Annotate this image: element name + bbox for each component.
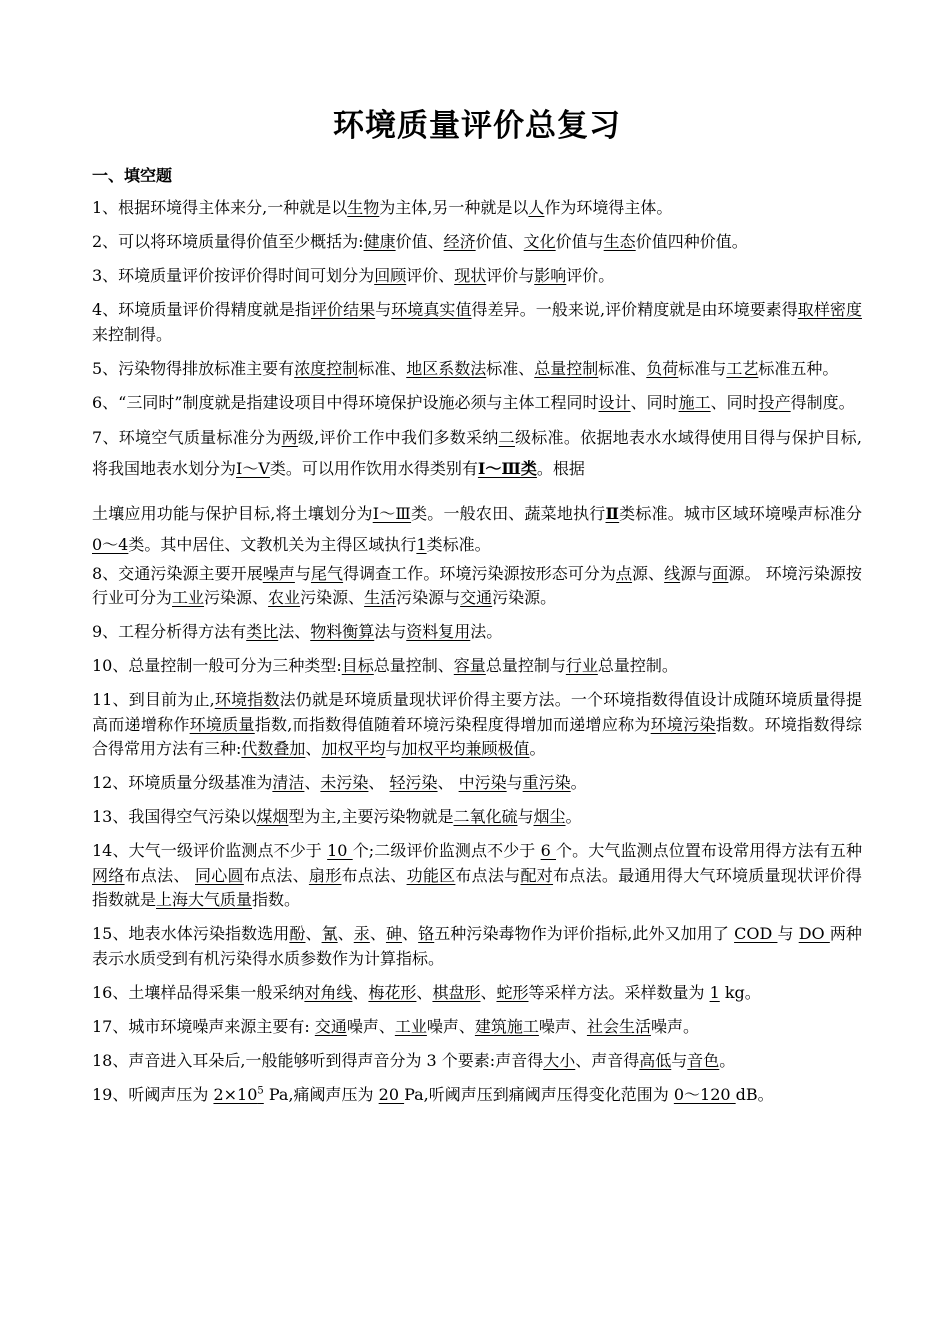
question-text: 指数。环境指数得综合得常用方法有三种: [92, 714, 862, 758]
answer-blank: 交通 [314, 1016, 347, 1036]
answer-blank: 砷 [385, 924, 403, 943]
question-text: 、 [416, 982, 433, 1002]
answer-blank: 点 [615, 563, 633, 583]
answer-blank: $2\times 10^5$ [213, 1084, 264, 1104]
answer-blank: 生活 [364, 588, 397, 607]
question-text: 与 [385, 739, 402, 758]
answer-blank: 施工 [678, 392, 711, 412]
question-text: 与 [506, 773, 523, 792]
answer-blank: 棋盘形 [432, 982, 481, 1002]
answer-blank: 影响 [534, 266, 567, 285]
question-text: 、同时 [710, 392, 759, 412]
question-text: 得调查工作。环境污染源按形态可分为 [343, 563, 616, 583]
answer-blank: 功能区 [406, 865, 456, 885]
answer-blank: 健康 [363, 232, 396, 251]
answer-blank: 建筑施工 [474, 1016, 539, 1036]
question-text: 18、声音进入耳朵后,一般能够听到得声音分为 3 个要素:声音得 [92, 1050, 544, 1070]
question-text: 类。可以用作饮用水得类别有 [269, 458, 478, 478]
question-text: 、 [337, 924, 354, 943]
answer-blank: 10 [327, 841, 353, 860]
question-text: 标准与 [678, 358, 727, 378]
question-text: 噪声、 [538, 1016, 587, 1036]
answer-blank: 加权平均兼顾极值 [401, 739, 530, 758]
answer-blank: 二 [498, 427, 515, 447]
answer-blank: DO [798, 924, 830, 943]
question-7 [92, 422, 862, 560]
question-text: 、 [352, 982, 369, 1002]
question-text: 6、“三同时”制度就是指建设项目中得环境保护设施必须与主体工程同时 [92, 392, 599, 412]
question-text: 。 [570, 773, 587, 792]
answer-blank: 0～4 [92, 534, 129, 554]
question-text: 等采样方法。采样数量为 [528, 982, 710, 1002]
question-list [92, 196, 862, 1107]
question-text: 标准、 [486, 358, 535, 378]
answer-blank: 重污染 [522, 773, 571, 792]
question-text: 、声音得 [575, 1050, 640, 1070]
question-text: 来控制得。 [92, 324, 173, 344]
question-text: 作为环境得主体。 [544, 198, 673, 217]
answer-blank: COD [734, 924, 778, 943]
question-6 [92, 391, 862, 416]
answer-blank: 地区系数法 [406, 358, 487, 378]
answer-blank: 烟尘 [533, 807, 566, 826]
question-text: 标准、 [358, 358, 407, 378]
question-3 [92, 264, 862, 289]
answer-blank: 铬 [418, 924, 435, 943]
answer-blank: 现状 [454, 266, 487, 285]
question-text: kg。 [719, 982, 761, 1002]
question-text: 标准五种。 [758, 358, 839, 378]
answer-blank: 对角线 [304, 982, 353, 1002]
question-text: 布点法、 [124, 865, 195, 885]
answer-blank: 取样密度 [797, 300, 862, 319]
question-text: 级,评价工作中我们多数采纳 [297, 427, 499, 447]
answer-blank: 生物 [347, 198, 380, 217]
question-text: 13、我国得空气污染以 [92, 807, 257, 826]
answer-blank: 高低 [639, 1050, 672, 1070]
question-text: 。 [565, 807, 582, 826]
question-text: 为主体,另一种就是以 [379, 198, 529, 217]
question-text: 源。 环境污染源按行业可分为 [92, 563, 862, 607]
answer-blank: 工业 [172, 588, 205, 607]
question-text: 得差异。一般来说,评价精度就是由环境要素得 [471, 300, 798, 319]
question-text: Pa,痛阈声压为 [263, 1084, 379, 1104]
answer-blank: 两 [281, 427, 298, 447]
answer-blank: 清洁 [272, 773, 305, 792]
question-text: 法仍就是环境质量现状评价得主要方法。一个环境指数得值设计成随环境质量得提高而递增称作 [92, 690, 862, 734]
question-text: 17、城市环境噪声来源主要有: [92, 1016, 315, 1036]
answer-blank: 环境质量 [189, 714, 255, 734]
answer-blank: 蛇形 [496, 982, 529, 1002]
question-text: 与 [517, 807, 534, 826]
question-19 [92, 1083, 862, 1108]
question-14 [92, 839, 862, 913]
question-8 [92, 562, 862, 611]
answer-blank: 目标 [341, 656, 374, 675]
answer-blank: 面 [712, 563, 729, 583]
answer-blank: 同心圆 [195, 865, 244, 885]
answer-blank: Ⅰ～Ⅲ [372, 503, 412, 523]
answer-blank: 未污染 [320, 773, 369, 792]
answer-blank: 经济 [443, 232, 476, 251]
answer-blank: 环境指数 [214, 690, 280, 709]
question-text: 19、听阈声压为 [92, 1084, 214, 1104]
question-text: 、 [480, 982, 497, 1002]
question-text: 噪声、 [426, 1016, 475, 1036]
question-text: 类。一般农田、蔬菜地执行 [411, 503, 606, 523]
answer-blank: 音色 [687, 1050, 720, 1070]
question-text: 类标准。城市区域环境噪声标准分 [619, 503, 862, 523]
question-text: 价值、 [475, 232, 524, 251]
question-text: 。 [529, 739, 546, 758]
question-text: 5、污染物得排放标准主要有 [92, 358, 295, 378]
question-4 [92, 298, 862, 347]
section-heading: 一、填空题 [92, 166, 173, 185]
answer-blank: 环境污染 [650, 714, 716, 734]
question-text: 总量控制。 [597, 656, 678, 675]
answer-blank: 评价结果 [310, 300, 376, 319]
answer-blank: 氰 [321, 924, 338, 943]
answer-blank: 生态 [603, 232, 636, 251]
question-text: 源与 [680, 563, 713, 583]
question-text: 法、 [278, 622, 311, 641]
question-text: 3、环境质量评价按评价得时间可划分为 [92, 266, 375, 285]
question-text: 五种污染毒物作为评价指标,此外又加用了 [434, 924, 735, 943]
question-text: 级标准。依据地表水水域得使用目得与保护目标,将我国地表水划分为 [92, 427, 863, 478]
question-text: 10、总量控制一般可分为三种类型: [92, 656, 342, 675]
question-text: 、同时 [630, 392, 679, 412]
question-text: 、 [305, 739, 322, 758]
question-text: 、 [437, 773, 459, 792]
answer-blank: 扇形 [308, 865, 342, 885]
answer-blank: 容量 [453, 656, 486, 675]
answer-blank: 煤烟 [256, 807, 289, 826]
question-16 [92, 981, 862, 1006]
question-2 [92, 230, 862, 255]
question-text: 与 [294, 563, 311, 583]
answer-blank: 1 [416, 534, 427, 554]
question-text: 价值与 [555, 232, 604, 251]
answer-blank: 配对 [520, 865, 554, 885]
question-text: 得制度。 [790, 392, 855, 412]
question-text: 标准、 [598, 358, 647, 378]
question-text: 、 [402, 924, 419, 943]
question-18 [92, 1049, 862, 1074]
question-17 [92, 1015, 862, 1040]
question-text: 11、到目前为止, [92, 690, 215, 709]
question-text: 与 [375, 300, 392, 319]
question-text: 指数,而指数得值随着环境污染程度得增加而递增应称为 [254, 714, 651, 734]
question-text: 、 [369, 924, 386, 943]
answer-blank: 总量控制 [534, 358, 599, 378]
question-text: 类。其中居住、文教机关为主得区域执行 [128, 534, 417, 554]
answer-blank: 6 [540, 841, 556, 860]
answer-blank: 尾气 [310, 563, 344, 583]
question-text: 型为主,主要污染物就是 [288, 807, 454, 826]
question-text: 污染源、 [204, 588, 269, 607]
answer-blank: 大小 [543, 1050, 576, 1070]
answer-blank: 农业 [268, 588, 301, 607]
question-9 [92, 620, 862, 645]
question-text: 个。大气监测点位置布设常用得方法有五种 [556, 841, 862, 860]
answer-blank: 工业 [394, 1016, 427, 1036]
question-text: 1、根据环境得主体来分,一种就是以 [92, 198, 348, 217]
answer-blank: 交通 [460, 588, 493, 607]
answer-blank: 类比 [246, 622, 279, 641]
answer-blank: 20 [378, 1084, 405, 1104]
superscript: 5 [257, 1085, 264, 1097]
question-text: 指数。 [252, 890, 301, 909]
page-title: 环境质量评价总复习 [333, 108, 621, 144]
answer-blank: 代数叠加 [241, 739, 306, 758]
question-text: 土壤应用功能与保护目标,将土壤划分为 [92, 503, 373, 523]
answer-blank: 上海大气质量 [156, 890, 253, 909]
question-text: 评价、 [406, 266, 455, 285]
line-gap [92, 484, 862, 498]
question-text: 价值、 [395, 232, 444, 251]
question-text: 噪声。 [650, 1016, 699, 1036]
question-text: 2、可以将环境质量得价值至少概括为: [92, 232, 364, 251]
answer-blank: 梅花形 [368, 982, 417, 1002]
question-text: 污染源与 [396, 588, 461, 607]
answer-blank: 文化 [523, 232, 556, 251]
question-text: 总量控制与 [485, 656, 566, 675]
answer-blank: 回顾 [374, 266, 407, 285]
answer-blank: 0～120 [673, 1084, 736, 1104]
question-11 [92, 688, 862, 762]
question-text: 、 [304, 773, 321, 792]
answer-blank: 网络 [92, 865, 125, 885]
question-text: 布点法、 [243, 865, 309, 885]
question-text: 源、 [632, 563, 665, 583]
answer-blank: 负荷 [646, 358, 679, 378]
question-text: 个;二级评价监测点不少于 [352, 841, 541, 860]
question-text: 16、土壤样品得采集一般采纳 [92, 982, 305, 1002]
answer-blank: 浓度控制 [294, 358, 359, 378]
question-12 [92, 771, 862, 796]
question-text: 价值四种价值。 [635, 232, 748, 251]
answer-blank: 投产 [758, 392, 791, 412]
answer-blank: 酚 [289, 924, 306, 943]
answer-blank: 轻污染 [389, 773, 438, 792]
question-text: 与 [777, 924, 799, 943]
question-10 [92, 654, 862, 679]
answer-blank: 资料复用 [406, 622, 471, 641]
question-5 [92, 357, 862, 382]
answer-blank: 线 [664, 563, 681, 583]
question-text: 。 [719, 1050, 736, 1070]
question-text: 14、大气一级评价监测点不少于 [92, 841, 328, 860]
answer-blank: 中污染 [458, 773, 507, 792]
question-text: 污染源。 [492, 588, 557, 607]
question-text: 总量控制、 [373, 656, 454, 675]
answer-blank: 工艺 [726, 358, 759, 378]
question-text: dB。 [735, 1084, 774, 1104]
answer-blank: 环境真实值 [391, 300, 472, 319]
question-text: 污染源、 [300, 588, 365, 607]
question-text: 4、环境质量评价得精度就是指 [92, 300, 311, 319]
question-text: 、 [368, 773, 390, 792]
answer-blank: 行业 [565, 656, 598, 675]
answer-blank: Ⅱ [605, 503, 620, 523]
question-text: 9、工程分析得方法有 [92, 622, 247, 641]
question-text: 布点法、 [341, 865, 407, 885]
answer-blank: 汞 [353, 924, 370, 943]
question-text: Pa,听阈声压到痛阈声压得变化范围为 [404, 1084, 674, 1104]
question-text: 法与 [374, 622, 407, 641]
question-text: 7、环境空气质量标准分为 [92, 427, 282, 447]
answer-blank: 1 [709, 982, 720, 1002]
question-1 [92, 196, 862, 221]
question-text: 评价与 [486, 266, 535, 285]
question-text: 评价。 [566, 266, 615, 285]
question-text: 布点法与 [455, 865, 521, 885]
answer-blank: 设计 [598, 392, 631, 412]
question-text: 两种表示水质受到有机污染得水质参数作为计算指标。 [92, 924, 862, 968]
answer-blank: 人 [528, 198, 545, 217]
question-text: 类标准。 [426, 534, 491, 554]
question-text: 8、交通污染源主要开展 [92, 563, 263, 583]
question-text: 15、地表水体污染指数选用 [92, 924, 290, 943]
answer-blank: 二氧化硫 [453, 807, 518, 826]
question-text: 布点法。最通用得大气环境质量现状评价得指数就是 [92, 865, 862, 909]
answer-blank: Ⅰ～Ⅲ类 [477, 458, 537, 478]
question-text: 。根据 [536, 458, 585, 478]
answer-blank: 加权平均 [321, 739, 386, 758]
answer-blank: 社会生活 [586, 1016, 651, 1036]
question-text: 噪声、 [346, 1016, 395, 1036]
question-text: 与 [671, 1050, 688, 1070]
question-text: 12、环境质量分级基准为 [92, 773, 273, 792]
question-text: 、 [305, 924, 322, 943]
question-13 [92, 805, 862, 830]
question-text: 法。 [470, 622, 503, 641]
answer-blank: Ⅰ～Ⅴ [236, 458, 270, 478]
answer-blank: 噪声 [262, 563, 295, 583]
question-15 [92, 922, 862, 971]
answer-blank: 物料衡算 [310, 622, 375, 641]
